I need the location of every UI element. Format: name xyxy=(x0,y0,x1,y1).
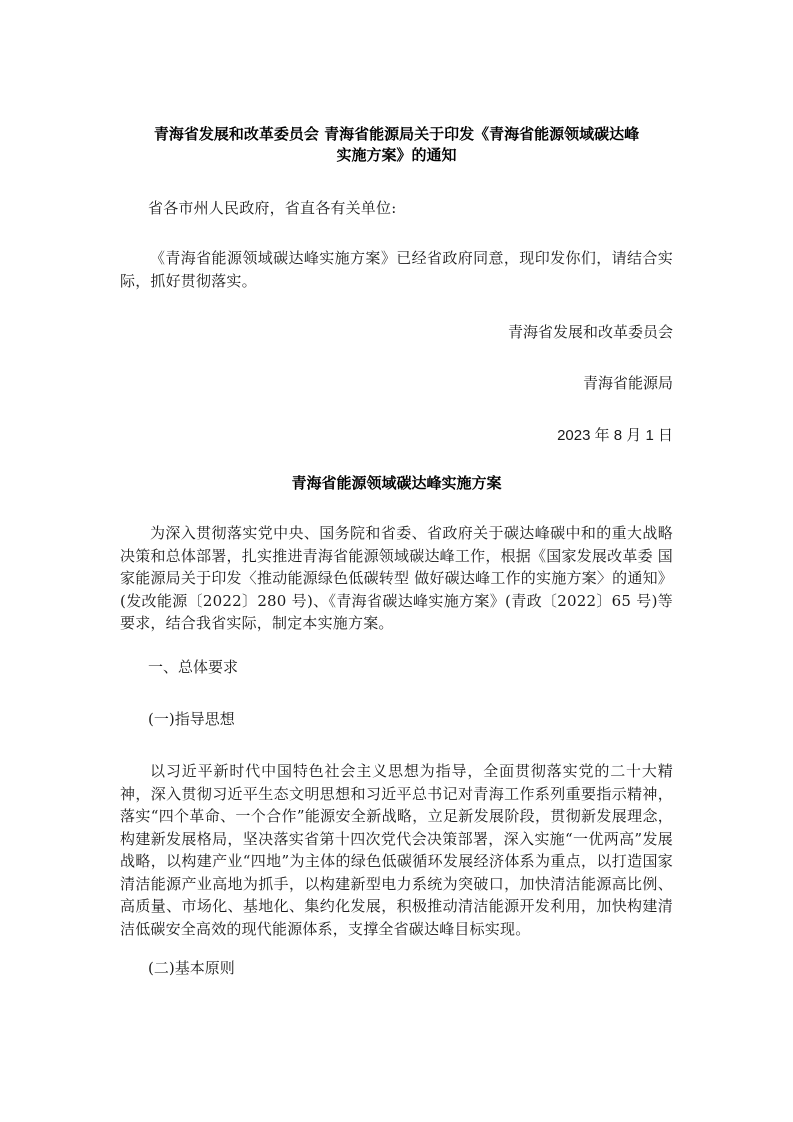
plan-title: 青海省能源领域碳达峰实施方案 xyxy=(291,474,502,492)
section-heading-general-requirements: 一、总体要求 xyxy=(148,658,239,676)
signatory-ndrc: 青海省发展和改革委员会 xyxy=(507,323,673,341)
guiding-thought-text: 以习近平新时代中国特色社会主义思想为指导，全面贯彻落实党的二十大精神，深入贯彻习近平生态文明思想和习近平总书记对青海工作系列重要指示精神，落实“四个革命、一个合作”能源安全新战略，立足新发展阶段，贯彻新发展理念，构建新发展格局，坚决落实省第十四次党代会决策部署，深入实施“一优两高”发展战略，以构建产业“四地”为主体的绿色低碳循环发展经济体系为重点，以打造国家清洁能源产业高地为抓手，以构建新型电力系统为突破口，加快清洁能源高比例、高质量、市场化、基地化、集约化发展，积极推动清洁能源开发利用，加快构建清洁低碳安全高效的现代能源体系，支撑全省碳达峰目标实现。 xyxy=(120,762,673,938)
notice-title-line-2: 实施方案》的通知 xyxy=(336,146,457,164)
subsection-heading-guiding-thought: (一)指导思想 xyxy=(148,710,235,728)
notice-title xyxy=(110,124,683,166)
signatory-energy-bureau: 青海省能源局 xyxy=(582,374,673,392)
notice-title-line-1: 青海省发展和改革委员会 青海省能源局关于印发《青海省能源领域碳达峰 xyxy=(153,125,640,143)
issue-date: 2023 年 8 月 1 日 xyxy=(557,427,673,444)
subsection-heading-basic-principles: (二)基本原则 xyxy=(148,959,235,977)
salutation: 省各市州人民政府，省直各有关单位: xyxy=(148,199,397,217)
notice-body: 《青海省能源领域碳达峰实施方案》已经省政府同意，现印发你们，请结合实际，抓好贯彻落实。 xyxy=(120,249,673,290)
plan-intro: 为深入贯彻落实党中央、国务院和省委、省政府关于碳达峰碳中和的重大战略决策和总体部署，扎实推进青海省能源领域碳达峰工作，根据《国家发展改革委 国家能源局关于印发〈推动能源绿色低碳转型 做好碳达峰工作的实施方案〉的通知》(发改能源〔2022〕280 号)、《青海省碳达峰实施方案》(青政〔2022〕65 号)等要求，结合我省实际，制定本实施方案。 xyxy=(120,524,673,632)
